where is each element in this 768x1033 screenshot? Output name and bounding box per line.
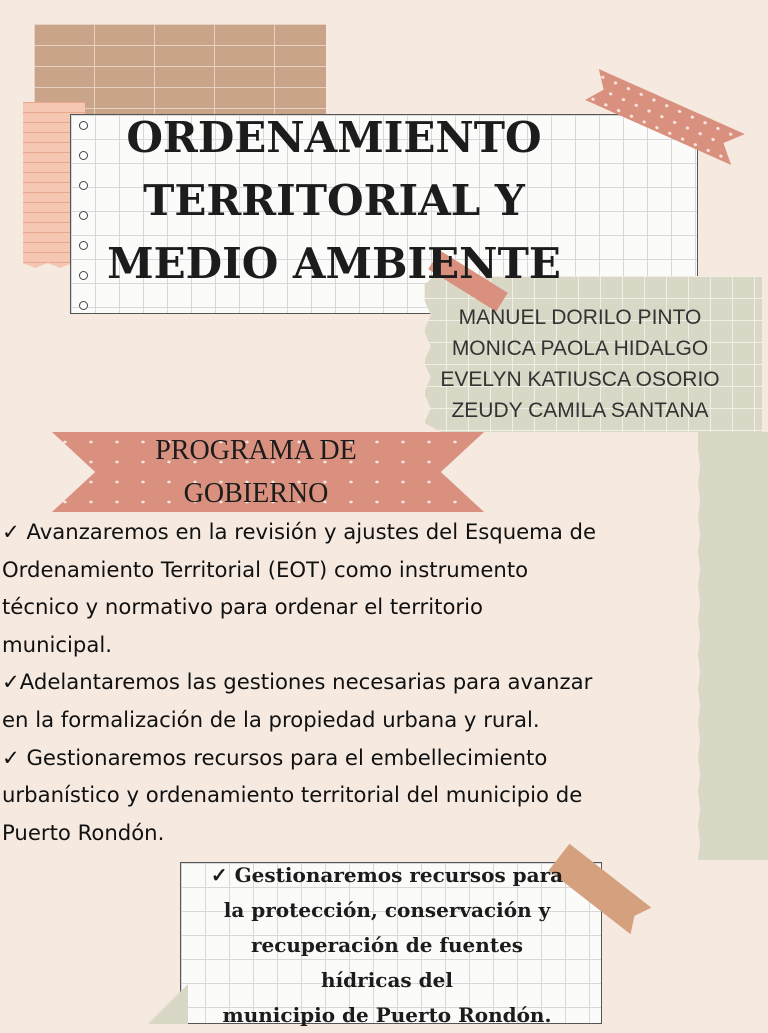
body-line: en la formalización de la propiedad urbana y rural. [2, 706, 540, 732]
note-line: municipio de Puerto Rondón. [222, 1003, 552, 1027]
body-line: Puerto Rondón. [2, 819, 165, 845]
binder-hole [79, 241, 88, 250]
body-line: urbanístico y ordenamiento territorial del municipio de [2, 782, 583, 808]
section-ribbon-label [100, 429, 412, 515]
author-name: MONICA PAOLA HIDALGO [451, 337, 709, 360]
program-body [2, 513, 702, 851]
body-line: ✓Adelantaremos las gestiones necesarias para avanzar [2, 669, 593, 695]
note-line: ✓ Gestionaremos recursos para [210, 863, 564, 887]
title-line-3: MEDIO AMBIENTE [107, 239, 561, 288]
note-line: recuperación de fuentes [250, 933, 524, 957]
binder-hole [79, 301, 88, 310]
binder-hole [79, 181, 88, 190]
body-line: Ordenamiento Territorial (EOT) como instrumento [2, 556, 529, 582]
title-line-1: ORDENAMIENTO [126, 113, 542, 162]
note-body [180, 858, 594, 1033]
authors-list [428, 302, 732, 426]
sage-side-strip [698, 432, 768, 860]
ribbon-line-1: PROGRAMA DE [155, 435, 357, 466]
body-line: municipal. [2, 631, 112, 657]
binder-hole [79, 271, 88, 280]
ribbon-line-2: GOBIERNO [183, 478, 329, 509]
binder-hole [79, 151, 88, 160]
title-line-2: TERRITORIAL Y [143, 176, 525, 225]
binder-hole [79, 121, 88, 130]
author-name: ZEUDY CAMILA SANTANA [451, 399, 709, 422]
binder-hole [79, 211, 88, 220]
page-title [100, 106, 568, 295]
note-line: hídricas del [321, 968, 453, 992]
author-name: MANUEL DORILO PINTO [458, 306, 702, 329]
note-line: la protección, conservación y [223, 898, 551, 922]
body-line: ✓ Avanzaremos en la revisión y ajustes del Esquema de [2, 519, 597, 544]
body-line: técnico y normativo para ordenar el territorio [2, 594, 483, 620]
author-name: EVELYN KATIUSCA OSORIO [440, 368, 720, 391]
body-line: ✓ Gestionaremos recursos para el embellecimiento [2, 744, 548, 770]
